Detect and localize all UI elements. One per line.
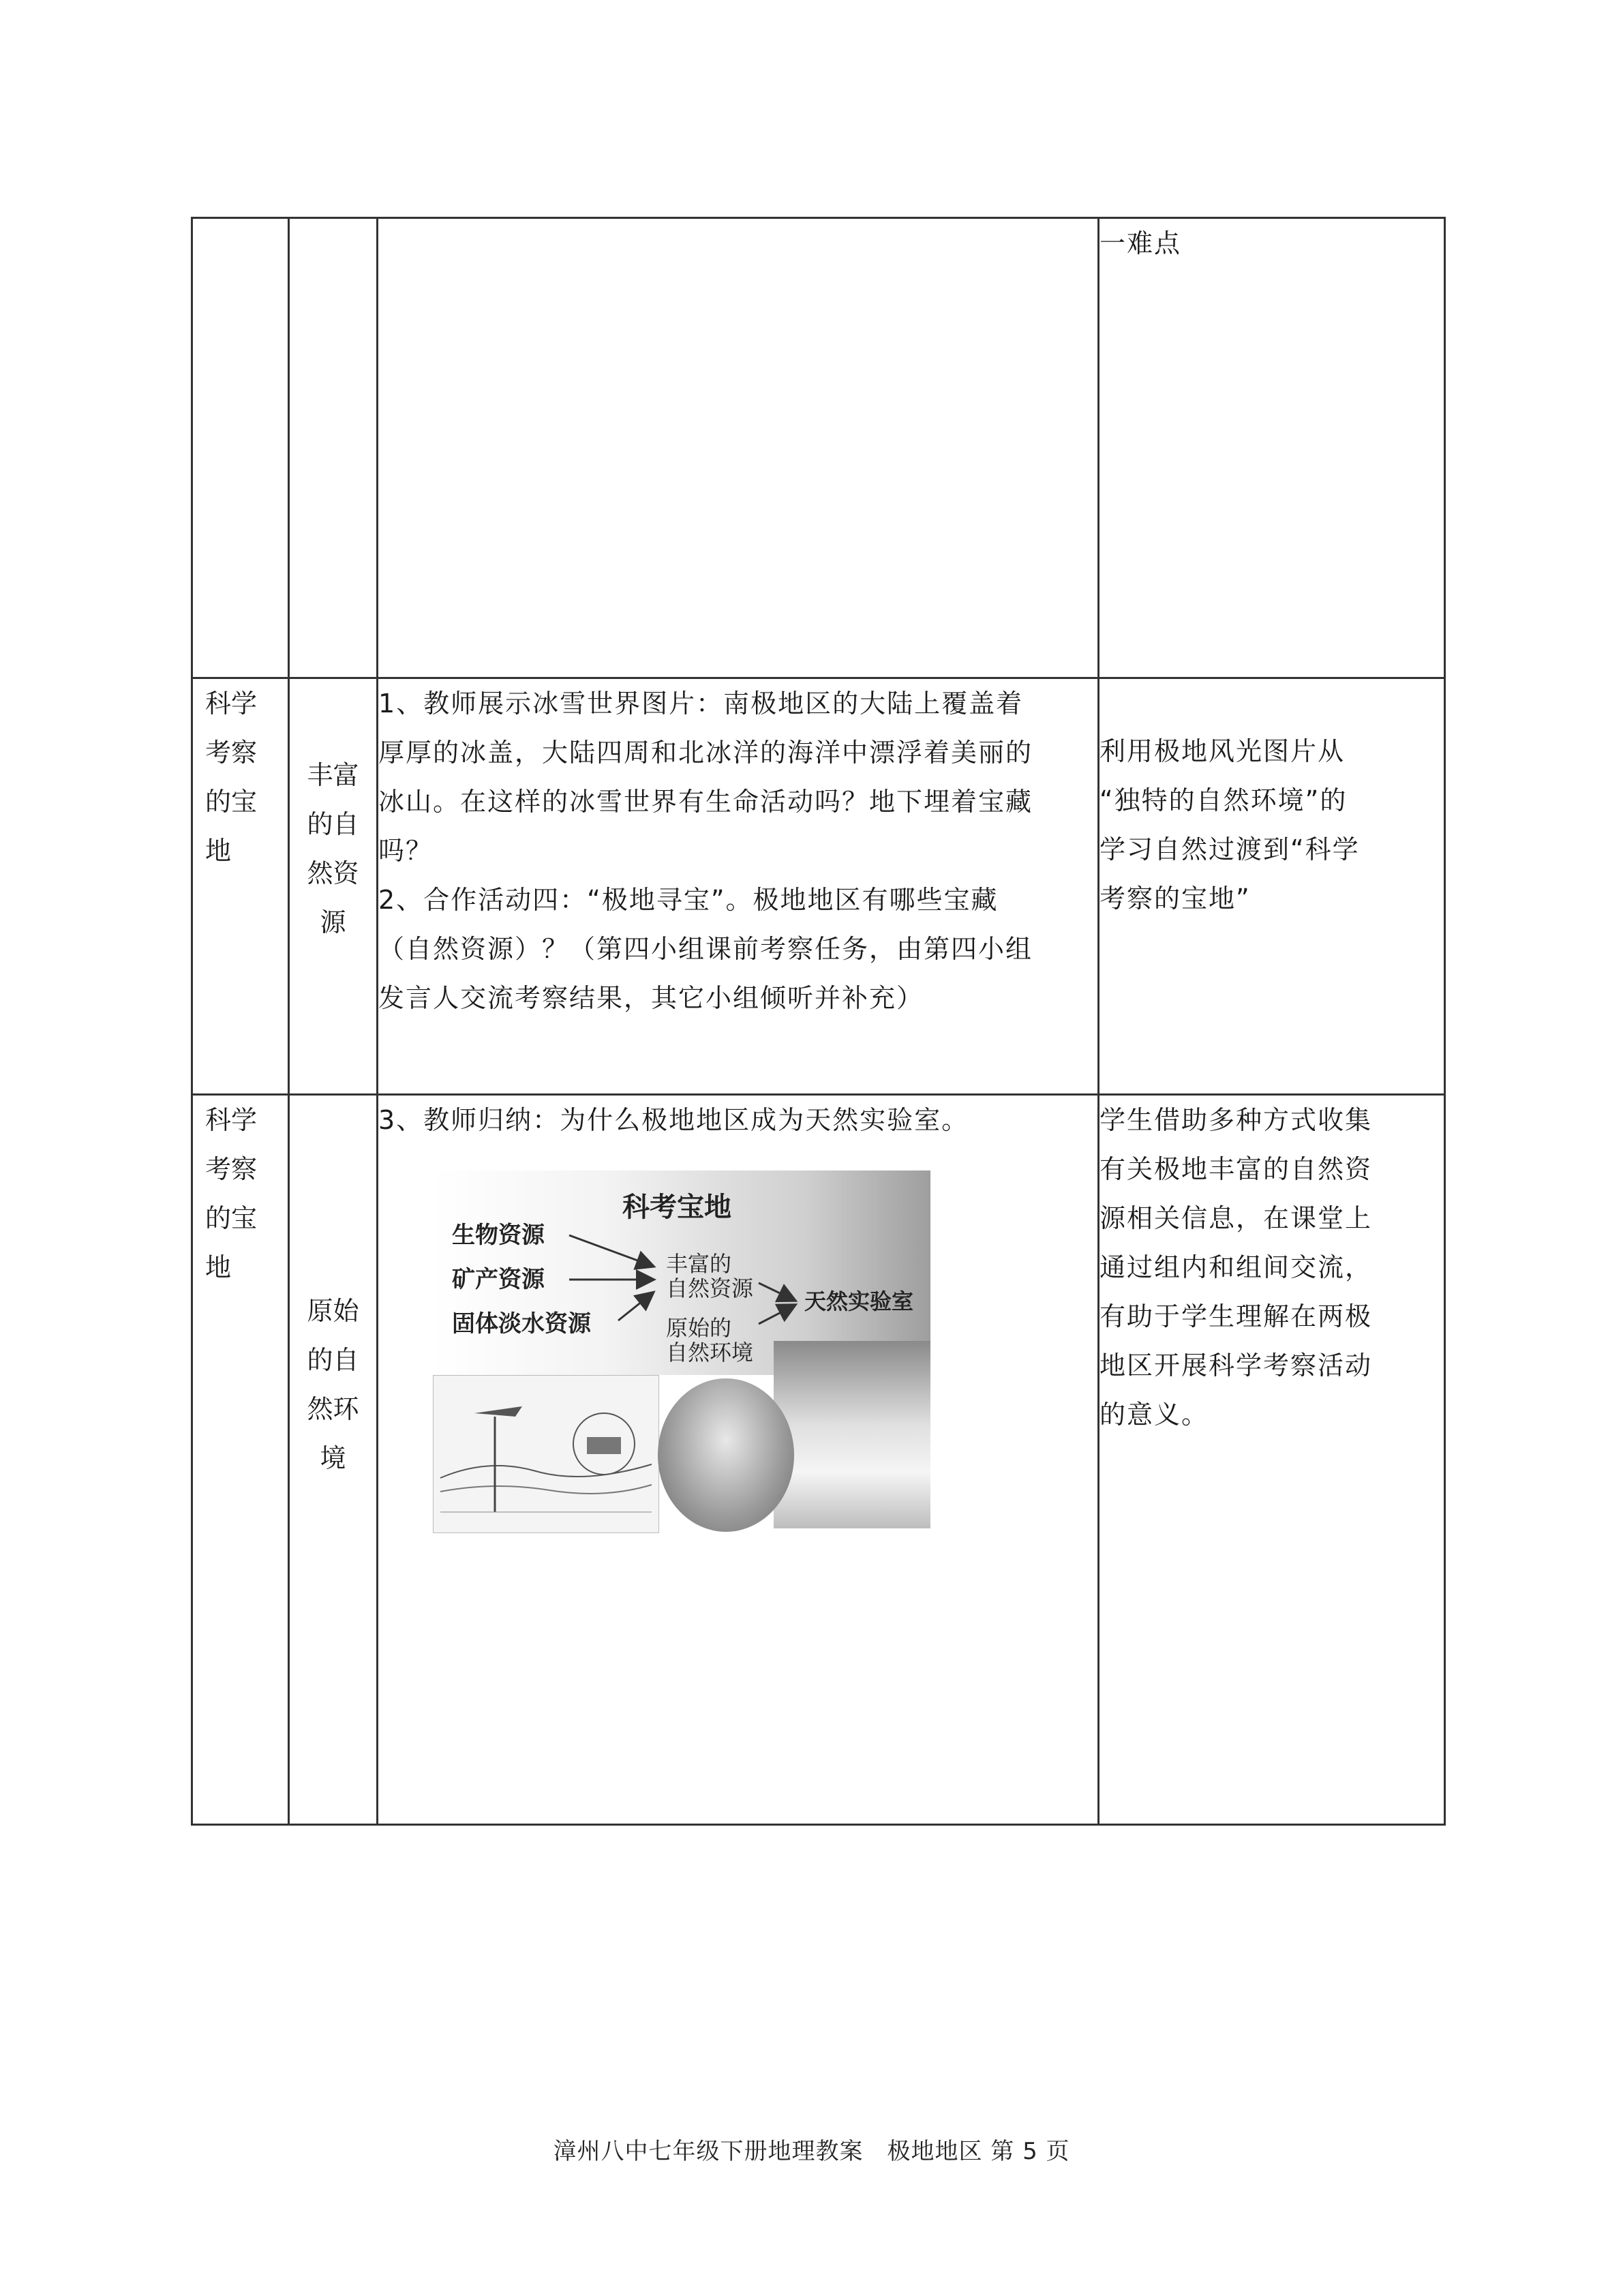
page-footer: 漳州八中七年级下册地理教案 极地地区 第 5 页 [553,2138,1070,2165]
notes-line: 源相关信息，在课堂上 [1099,1203,1373,1233]
content-line: 厚厚的冰盖，大陆四周和北冰洋的海洋中漂浮着美丽的 [378,738,1033,768]
content-cell [378,678,1099,1095]
section-label-line: 的宝 [205,787,258,817]
section-label-line: 的宝 [205,1203,258,1233]
notes-text: 一难点 [1099,228,1182,258]
middle-label: 丰富的 [666,1251,732,1277]
content-line: 发言人交流考察结果，其它小组倾听并补充） [378,983,924,1013]
section-label-line: 地 [205,1252,232,1282]
resource-label: 生物资源 [452,1222,545,1249]
subtopic-label-line: 原始 [307,1296,359,1326]
result-label: 天然实验室 [804,1288,914,1314]
notes-line: 学习自然过渡到“科学 [1099,834,1360,864]
middle-label: 自然环境 [666,1340,754,1365]
section-label-line: 科学 [205,1105,258,1135]
science-base-figure [433,1170,930,1532]
lesson-plan-table [191,217,1446,1826]
content-line: 1、教师展示冰雪世界图片：南极地区的大陆上覆盖着 [378,689,1024,719]
notes-line: 的意义。 [1099,1400,1209,1430]
notes-line: 有助于学生理解在两极 [1099,1301,1373,1331]
section-cell [192,678,289,1095]
notes-cell [1099,678,1445,1095]
table-row [192,218,1445,678]
subtopic-label-line: 然资 [307,858,359,888]
content-line: 2、合作活动四：“极地寻宝”。极地地区有哪些宝藏 [378,885,999,915]
content-line: （自然资源）？（第四小组课前考察任务，由第四小组 [378,934,1033,964]
notes-line: 地区开展科学考察活动 [1099,1350,1373,1380]
subtopic-cell [289,678,378,1095]
section-label-line: 科学 [205,689,258,719]
content-line: 3、教师归纳：为什么极地地区成为天然实验室。 [378,1105,969,1135]
section-cell [192,218,289,678]
notes-line: 考察的宝地” [1099,883,1251,913]
notes-line: 学生借助多种方式收集 [1099,1105,1373,1135]
middle-label: 自然资源 [666,1275,754,1301]
subtopic-label-line: 然环 [307,1394,359,1424]
notes-line: 通过组内和组间交流， [1099,1252,1373,1282]
section-label-line: 考察 [205,738,258,768]
subtopic-label-line: 境 [320,1443,346,1473]
content-line: 冰山。在这样的冰雪世界有生命活动吗？地下埋着宝藏 [378,787,1033,817]
section-cell [192,1095,289,1825]
section-label-line: 地 [205,836,232,866]
notes-line: “独特的自然环境”的 [1099,785,1348,815]
subtopic-label-line: 源 [320,907,346,937]
table-row [192,678,1445,1095]
sketch-drawing [434,1376,658,1532]
content-cell [378,218,1099,678]
ice-drilling-sketch [433,1375,659,1533]
figure-title: 科考宝地 [622,1192,731,1223]
table-row [192,1095,1445,1825]
resource-label: 固体淡水资源 [452,1310,591,1338]
notes-cell [1099,1095,1445,1825]
resource-label: 矿产资源 [452,1266,545,1293]
middle-label: 原始的 [666,1315,732,1341]
notes-line: 有关极地丰富的自然资 [1099,1154,1373,1184]
researcher-oval-photo [658,1378,794,1532]
subtopic-label-line: 的自 [307,1345,359,1375]
subtopic-label-line: 的自 [307,809,359,839]
subtopic-cell [289,218,378,678]
subtopic-cell [289,1095,378,1825]
content-cell [378,1095,1099,1825]
content-line: 吗？ [378,836,434,866]
notes-cell [1099,218,1445,678]
section-label-line: 考察 [205,1154,258,1184]
subtopic-label-line: 丰富 [307,760,359,790]
notes-line: 利用极地风光图片从 [1099,736,1346,766]
